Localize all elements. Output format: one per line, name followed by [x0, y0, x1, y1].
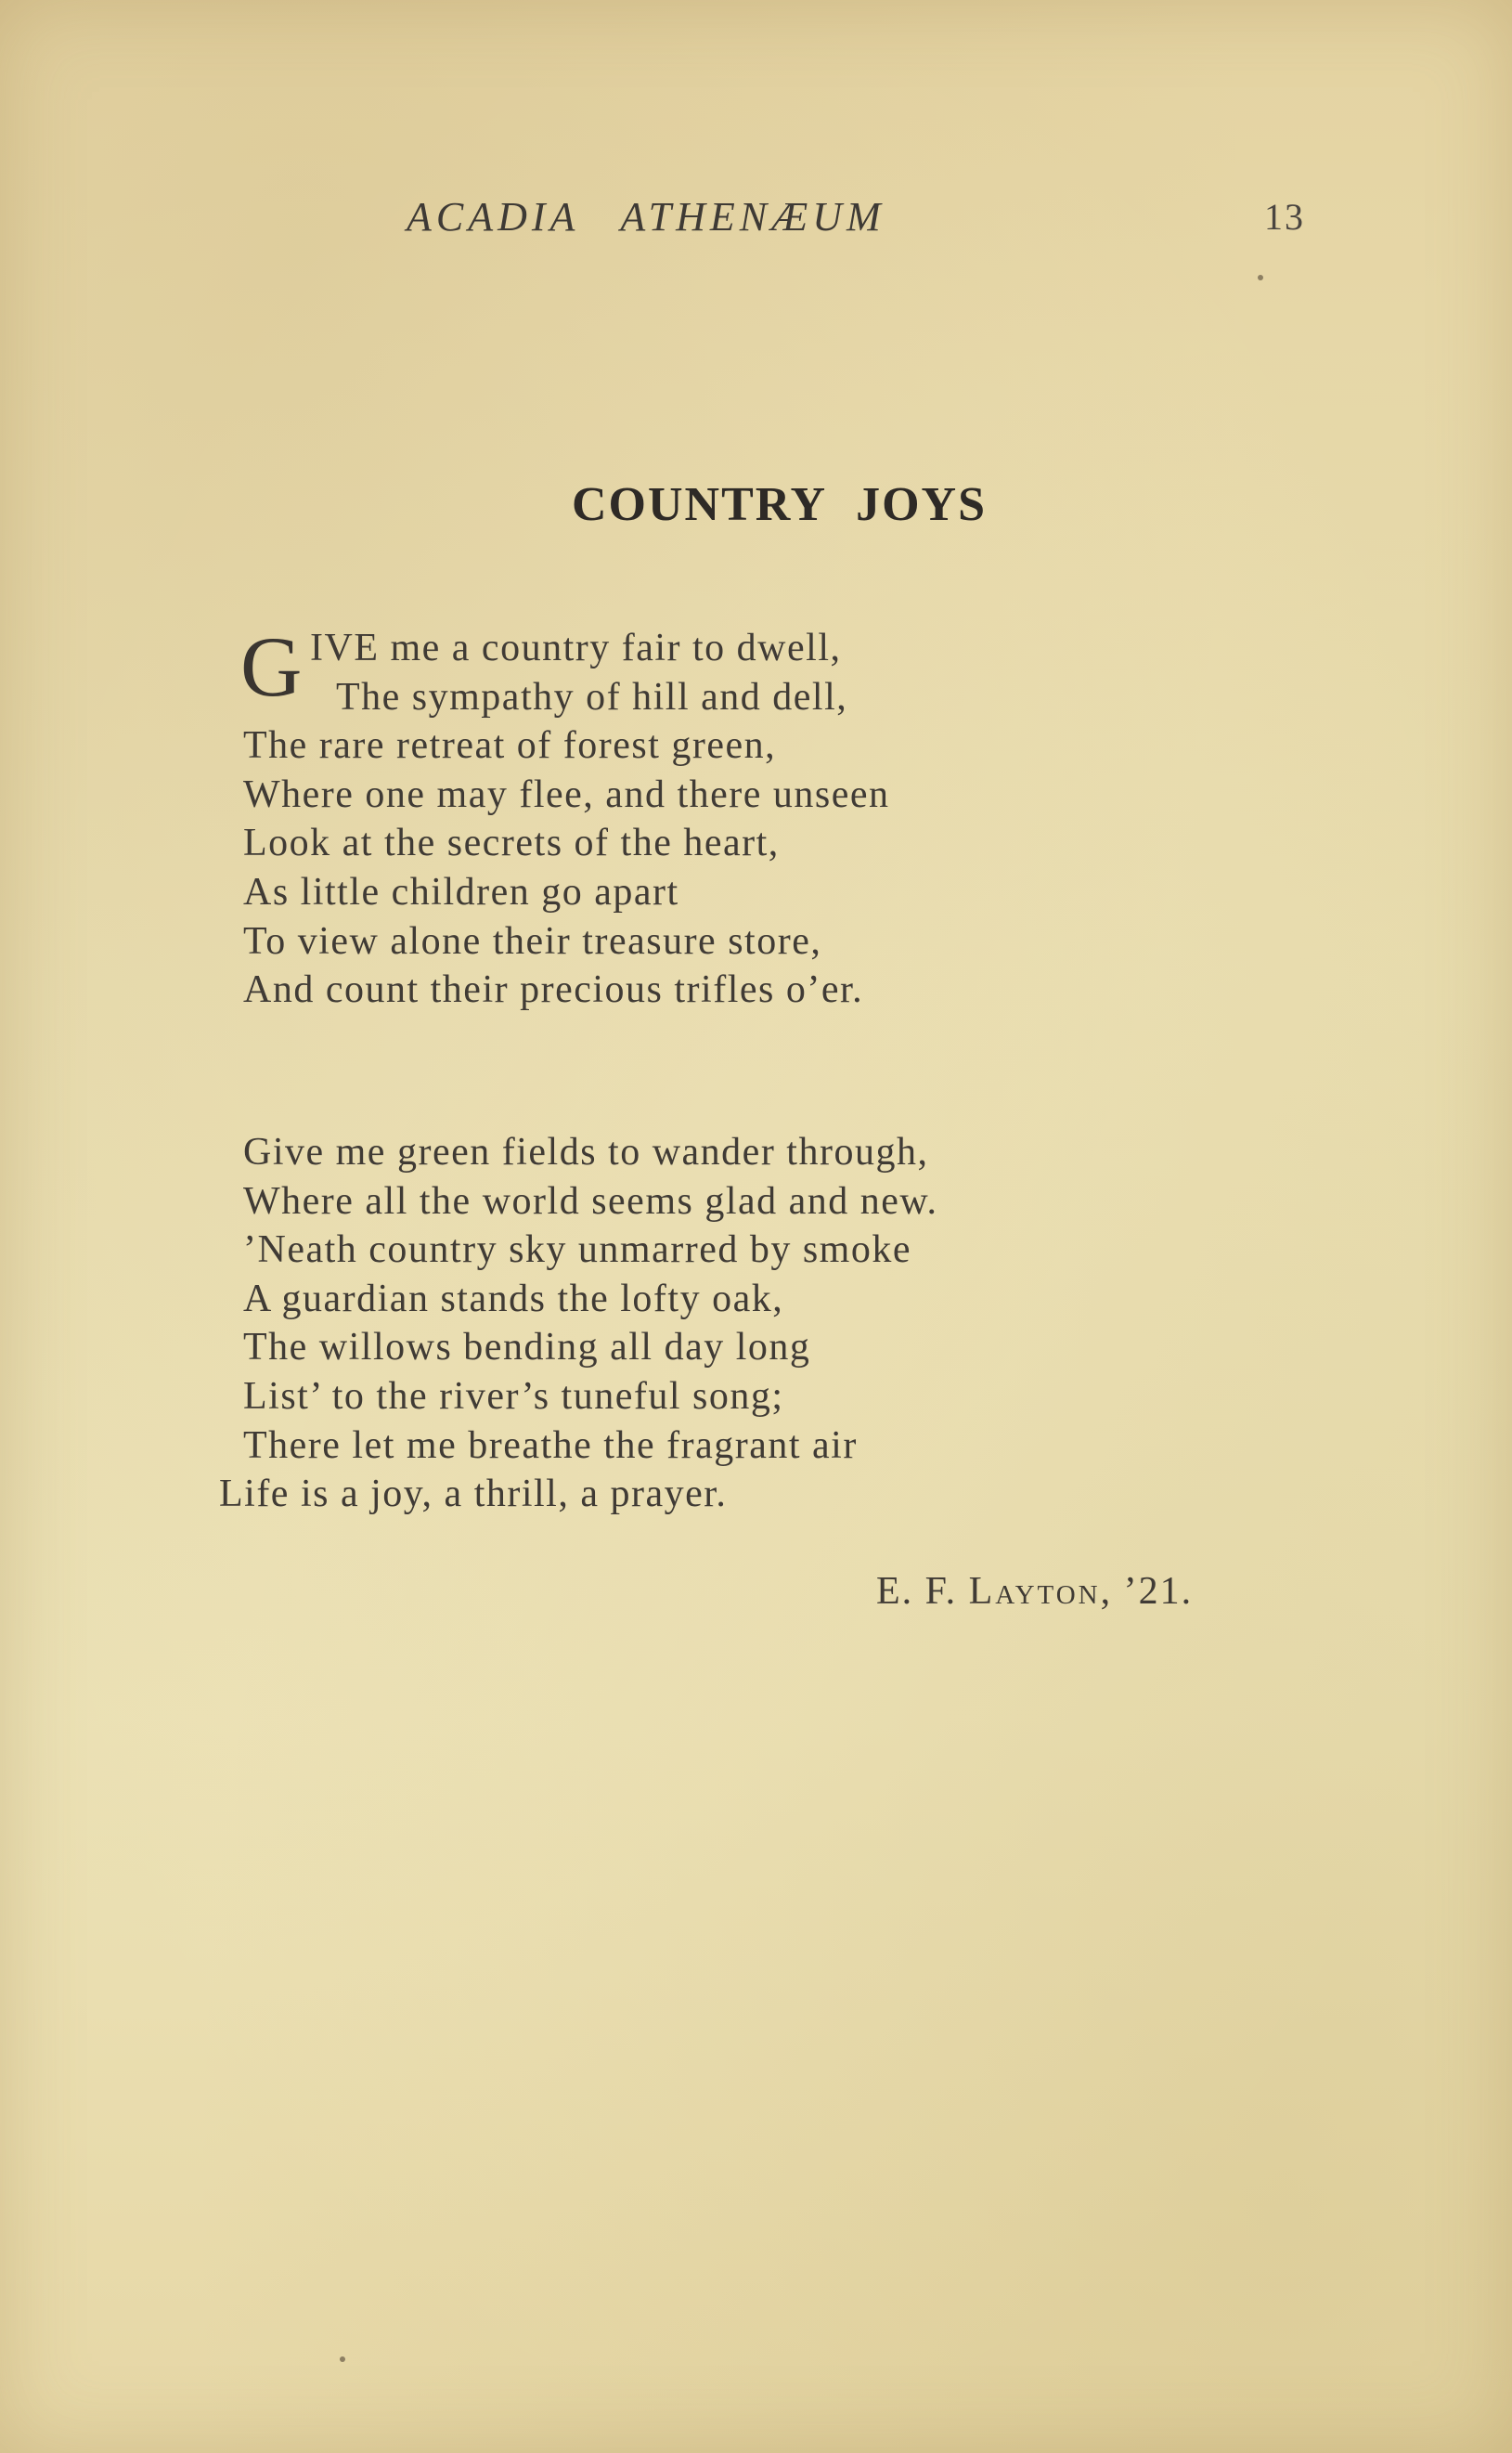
author-surname: Layton	[968, 1570, 1101, 1613]
poem-line: Give me green fields to wander through,	[243, 1131, 929, 1174]
poem-line: As little children go apart	[243, 870, 679, 914]
journal-title-part1: ACADIA	[407, 194, 580, 240]
drop-cap: G	[240, 619, 304, 714]
poem-line: And count their precious trifles o’er.	[243, 968, 864, 1012]
running-header	[0, 193, 1512, 249]
journal-title	[407, 193, 885, 240]
author-initials: E. F.	[876, 1570, 958, 1613]
poem-line: List’ to the river’s tuneful song;	[243, 1374, 784, 1418]
poem-line: Look at the secrets of the heart,	[243, 822, 780, 865]
poem-line: Where all the world seems glad and new.	[243, 1179, 938, 1223]
page-number: 13	[1264, 196, 1305, 238]
poem-line: The willows bending all day long	[243, 1326, 811, 1369]
journal-title-part2: ATHENÆUM	[620, 194, 885, 240]
poem-line: There let me breathe the fragrant air	[243, 1423, 858, 1467]
stanza-2	[219, 1128, 938, 1519]
author-year: , ’21.	[1100, 1570, 1194, 1613]
poem-line: Where one may flee, and there unseen	[243, 772, 890, 816]
poem-line: Life is a joy, a thrill, a prayer.	[219, 1473, 728, 1516]
poem-line-text: IVE me a country fair to dwell,	[310, 627, 842, 669]
poem-line: A guardian stands the lofty oak,	[243, 1277, 784, 1320]
poem-line: The sympathy of hill and dell,	[336, 675, 848, 719]
poem-line: ’Neath country sky unmarred by smoke	[243, 1228, 911, 1272]
stanza-1	[240, 619, 890, 1015]
paper-speck	[340, 2356, 345, 2362]
poem-line: To view alone their treasure store,	[243, 919, 822, 963]
paper-speck	[1258, 275, 1263, 280]
author-signature	[876, 1569, 1193, 1614]
poem-title: COUNTRY JOYS	[571, 478, 988, 531]
poem-line: The rare retreat of forest green,	[243, 724, 777, 768]
